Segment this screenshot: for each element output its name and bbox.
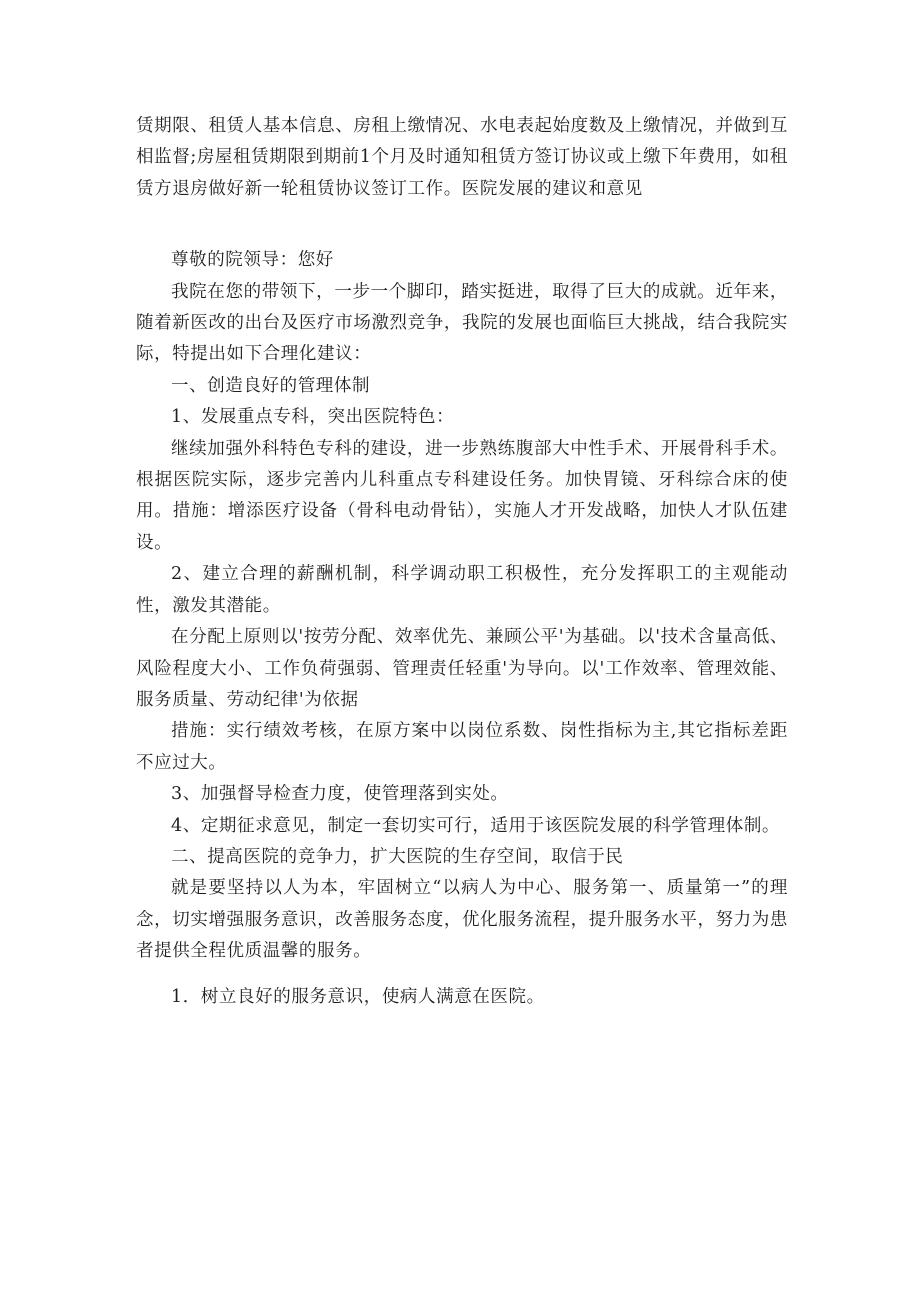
- paragraph-measures: 措施：实行绩效考核，在原方案中以岗位系数、岗性指标为主,其它指标差距不应过大。: [136, 721, 788, 773]
- heading-item-4: 4、定期征求意见，制定一套切实可行，适用于该医院发展的科学管理体制。: [171, 815, 781, 836]
- paragraph-lease-continuation: 赁期限、租赁人基本信息、房租上缴情况、水电表起始度数及上缴情况，并做到互相监督;房屋租赁期限到期前1个月及时通知租赁方签订协议或上缴下年费用，如租赁方退房做好新一轮租赁协议签订工作。医院发展的建议和意见: [136, 116, 788, 199]
- heading-item-1: 1、发展重点专科，突出医院特色：: [171, 407, 455, 428]
- paragraph-specialty: 继续加强外科特色专科的建设，进一步熟练腹部大中性手术、开展骨科手术。根据医院实际，逐步完善内儿科重点专科建设任务。加快胃镜、牙科综合床的使用。措施：增添医疗设备（骨科电动骨钻），实施人才开发战略，加快人才队伍建设。: [136, 438, 788, 553]
- paragraph-intro: 我院在您的带领下，一步一个脚印，踏实挺进，取得了巨大的成就。近年来，随着新医改的出台及医疗市场激烈竞争，我院的发展也面临巨大挑战，结合我院实际，特提出如下合理化建议：: [136, 281, 788, 365]
- paragraph-distribution: 在分配上原则以'按劳分配、效率优先、兼顾公平'为基础。以'技术含量高低、风险程度大小、工作负荷强弱、管理责任轻重'为导向。以'工作效率、管理效能、服务质量、劳动纪律'为依据: [136, 627, 788, 710]
- heading-section-two: 二、提高医院的竞争力，扩大医院的生存空间，取信于民: [171, 846, 624, 867]
- paragraph-service: 就是要坚持以人为本，牢固树立“以病人为中心、服务第一、质量第一”的理念，切实增强服务意识，改善服务态度，优化服务流程，提升服务水平，努力为患者提供全程优质温馨的服务。: [136, 878, 788, 962]
- paragraph-salutation: 尊敬的院领导：您好: [171, 250, 334, 271]
- heading-item-3: 3、加强督导检查力度，使管理落到实处。: [171, 784, 509, 805]
- heading-service-item-1: 1．树立良好的服务意识，使病人满意在医院。: [171, 986, 545, 1007]
- heading-section-one: 一、创造良好的管理体制: [171, 375, 371, 396]
- heading-item-2: 2、建立合理的薪酬机制，科学调动职工积极性，充分发挥职工的主观能动性，激发其潜能。: [136, 564, 788, 616]
- document-body: [136, 111, 788, 1013]
